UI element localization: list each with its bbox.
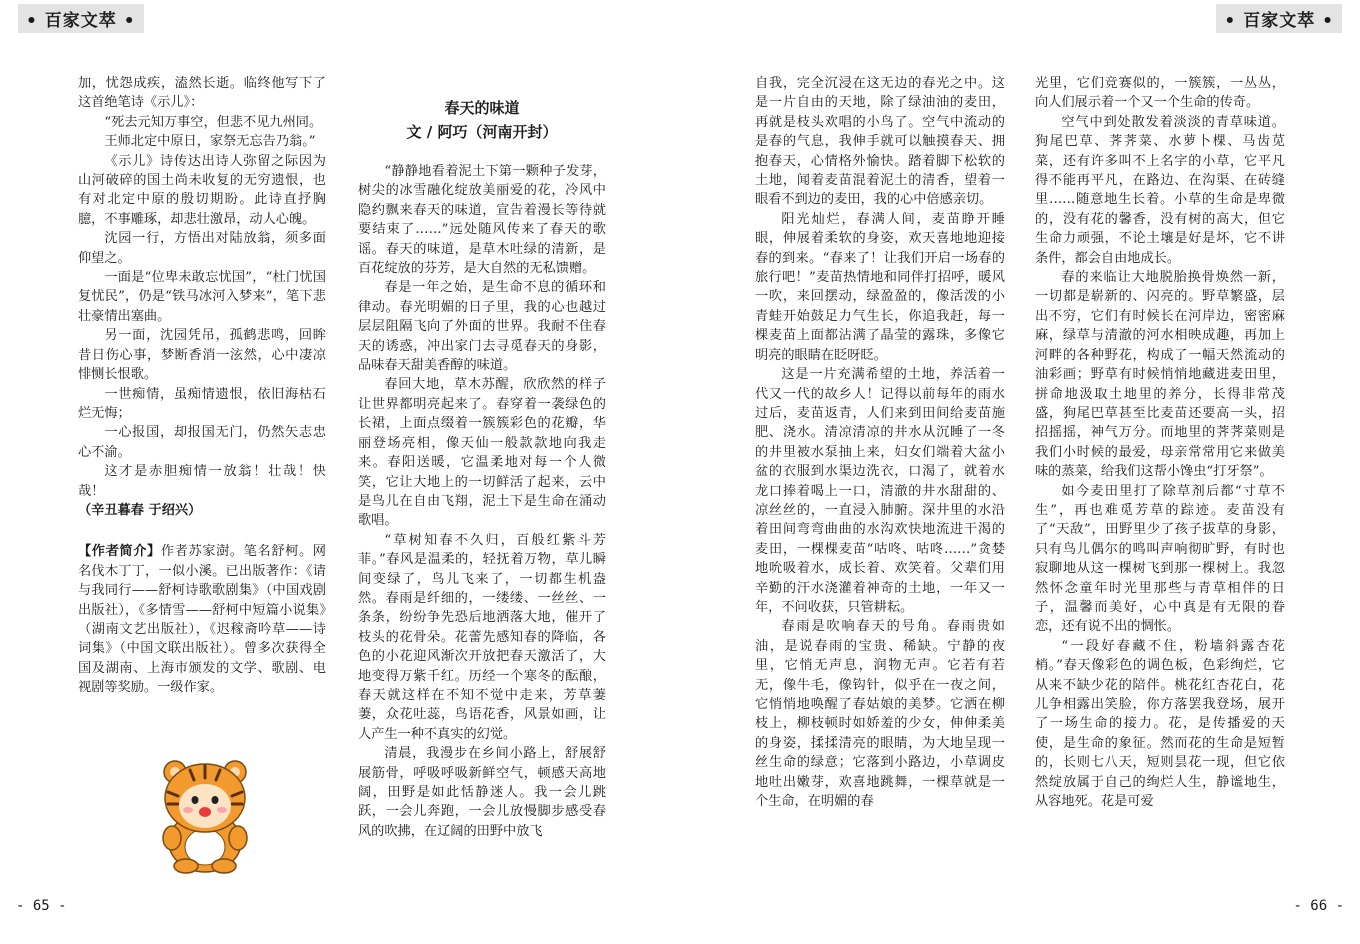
paragraph: 自我，完全沉浸在这无边的春光之中。这是一片自由的天地，除了绿油油的麦田，再就是枝头欢唱的小鸟了。空气中流动的是春的气息，我伸手就可以触摸春天、拥抱春天，心情格外愉快。踏着脚下松软的土地，闻着麦苗混着泥土的清香，望着一眼看不到边的麦田，我的心中倍感亲切。 xyxy=(755,76,1005,208)
paragraph: 《示儿》诗传达出诗人弥留之际因为山河破碎的国土尚未收复的无穷遗恨，也有对北定中原的殷切期盼。此诗直抒胸臆，不事雕琢，却悲壮激昂，动人心魄。 xyxy=(78,153,326,227)
article-author: 文 / 阿巧（河南开封） xyxy=(406,123,558,141)
tiger-mascot-icon xyxy=(150,752,260,874)
signature: （辛丑暮春 于绍兴） xyxy=(78,502,202,518)
article-title: 春天的味道 xyxy=(444,99,520,117)
left-page-column-2 xyxy=(358,162,606,841)
article-heading xyxy=(358,96,606,144)
paragraph: 春雨是吹响春天的号角。春雨贵如油，是说春雨的宝贵、稀缺。宁静的夜里，它悄无声息，润物无声。它若有若无，像牛毛，像钩针，似乎在一夜之间，它悄悄地唤醒了春姑娘的美梦。它洒在柳枝上，柳枝顿时如娇羞的少女，伸伸柔美的身姿，揉揉清亮的眼睛，为大地呈现一丝生命的绿意；它落到小路边，小草调皮地吐出嫩芽，欢喜地跳舞，一棵草就是一个生命，在明媚的春 xyxy=(755,619,1005,810)
left-page-column-1 xyxy=(78,74,326,698)
paragraph: 春回大地，草木苏醒，欣欣然的样子让世界都明亮起来了。春穿着一袭绿色的长裙，上面点缀着一簇簇彩色的花瓣，华丽登场亮相，像天仙一般款款地向我走来。春阳送暖，它温柔地对每一个人微笑，它让大地上的一切鲜活了起来，云中是鸟儿在自由飞翔，泥土下是生命在涌动歌唱。 xyxy=(358,377,606,529)
paragraph: 清晨，我漫步在乡间小路上，舒展舒展筋骨，呼吸呼吸新鲜空气，顿感天高地阔，田野是如此恬静迷人。我一会儿跳跃，一会儿奔跑，一会儿放慢脚步感受春风的吹拂，在辽阔的田野中放飞 xyxy=(358,746,606,839)
author-intro-label: 【作者简介】 xyxy=(78,544,161,560)
paragraph: 如今麦田里打了除草剂后都“寸草不生”，再也难觅芳草的踪迹。麦苗没有了“天敌”，田野里少了孩子拔草的身影，只有鸟儿偶尔的鸣叫声响彻旷野，有时也寂聊地从这一棵树飞到那一棵树上。我忽然怀念童年时光里那些与青草相伴的日子，温馨而美好，心中真是有无限的眷恋，还有说不出的惆怅。 xyxy=(1035,483,1285,635)
paragraph: 加，忧怨成疾，溘然长逝。临终他写下了这首绝笔诗《示儿》： xyxy=(78,76,326,111)
section-label-left: • 百家文萃 • xyxy=(18,4,144,33)
paragraph: 一面是“位卑未敢忘忧国”，“杜门忧国复忧民”，仍是“铁马冰河入梦来”，笔下悲壮豪情出塞曲。 xyxy=(78,270,326,324)
author-intro xyxy=(78,542,326,697)
paragraph: “草树知春不久归，百般红紫斗芳菲。”春风是温柔的，轻抚着万物，草儿瞬间变绿了，鸟儿飞来了，一切都生机盎然。春雨是纤细的，一缕缕、一丝丝、一条条，纷纷争先恐后地洒落大地，催开了枝头的花骨朵。花蕾先感知春的降临，各色的小花迎风渐次开放把春天激活了，大地变得万紫千红。历经一个寒冬的酝酿，春天就这样在不知不觉中走来，芳草萋萋，众花吐蕊，鸟语花香，风景如画，让人产生一种不真实的幻觉。 xyxy=(358,532,606,742)
paragraph: 一世痴情，虽痴情遗恨，依旧海枯石烂无悔； xyxy=(78,386,326,421)
paragraph: 一心报国，却报国无门，仍然矢志忠心不渝。 xyxy=(78,425,326,460)
paragraph: 光里，它们竞赛似的，一簇簇，一丛丛，向人们展示着一个又一个生命的传奇。 xyxy=(1035,76,1285,111)
poem-line: 王师北定中原日，家祭无忘告乃翁。” xyxy=(104,134,316,150)
right-page-column-2 xyxy=(1035,74,1285,811)
paragraph: “一段好春藏不住，粉墙斜露杏花梢。”春天像彩色的调色板，色彩绚烂，它从来不缺少花的陪伴。桃花红杏花白，花儿争相露出笑脸，你方落罢我登场，展开了一场生命的接力。花，是传播爱的天使，是生命的象征。然而花的生命是短暂的，长则七八天，短则昙花一现，但它依然绽放属于自己的绚烂人生，静谧地生，从容地死。花是可爱 xyxy=(1035,638,1285,810)
page-number-right: - 66 - xyxy=(1293,898,1344,914)
paragraph: 春是一年之始，是生命不息的循环和律动。春光明媚的日子里，我的心也越过层层阻隔飞向了外面的世界。我耐不住春天的诱惑，冲出家门去寻觅春天的身影，品味春天甜美香醇的味道。 xyxy=(358,280,606,374)
author-intro-text: 作者苏家澍。笔名舒柯。网名伐木丁丁，一似小溪。已出版著作：《请与我同行——舒柯诗歌歌剧集》（中国戏剧出版社），《多情雪——舒柯中短篇小说集》（湖南文艺出版社），《迟稼斋吟草——诗词集》（中国文联出版社）。曾多次获得全国及湖南、上海市颁发的文学、歌剧、电视剧等奖励。一级作家。 xyxy=(78,544,326,696)
paragraph: 另一面，沈园凭吊，孤鹤悲鸣，回眸昔日伤心事，梦断香消一泫然，心中凄凉悱恻长恨歌。 xyxy=(78,328,326,383)
paragraph: 这是一片充满希望的土地，养活着一代又一代的故乡人！记得以前每年的雨水过后，麦苗返青，人们来到田间给麦苗施肥、浇水。清凉清凉的井水从沉睡了一冬的井里被水泵抽上来，妇女们端着大盆小盆的衣服到水渠边洗衣，口渴了，就着水龙口捧着喝上一口，清澈的井水甜甜的、凉丝丝的，一直浸入肺腑。深井里的水沿着田间弯弯曲曲的水沟欢快地流进干渴的麦田，一棵棵麦苗“咕咚、咕咚……”贪婪地吮吸着水，成长着、欢笑着。父辈们用辛勤的汗水浇灌着神奇的土地，一年又一年，不问收获，只管耕耘。 xyxy=(755,367,1005,615)
page-number-left: - 65 - xyxy=(16,898,67,914)
paragraph: 空气中到处散发着淡淡的青草味道。狗尾巴草、荠荠菜、水萝卜棵、马齿苋菜，还有许多叫不上名字的小草，它平凡得不能再平凡，在路边、在沟渠、在砖缝里……随意地生长着。小草的生命是卑微的，没有花的馨香，没有树的高大，但它生命力顽强，不论土壤是好是坏，它不讲条件，都会自由地成长。 xyxy=(1035,114,1285,266)
section-label-right: • 百家文萃 • xyxy=(1216,4,1342,33)
paragraph: “静静地看着泥土下第一颗种子发芽，树尖的冰雪融化绽放美丽爱的花，冷风中隐约飘来春天的味道，宣告着漫长等待就要结束了……”远处随风传来了春天的歌谣。春天的味道，是草木吐绿的清新，是百花绽放的芬芳，是大自然的无私馈赠。 xyxy=(358,164,606,277)
paragraph: 沈园一行，方悟出对陆放翁，须多面仰望之。 xyxy=(78,231,326,266)
paragraph: 这才是赤胆痴情一放翁！壮哉！快哉！ xyxy=(78,464,326,499)
right-page-column-1 xyxy=(755,74,1005,811)
paragraph: 阳光灿烂，春满人间，麦苗睁开睡眼，伸展着柔软的身姿，欢天喜地地迎接春的到来。“春来了！让我们开启一场春的旅行吧！”麦苗热情地和同伴打招呼，暖风一吹，来回摆动，绿盈盈的，像活泼的小青蛙开始鼓足力气生长，你追我赶，每一棵麦苗上面都沾满了晶莹的露珠，多像它明亮的眼睛在眨呀眨。 xyxy=(755,211,1005,363)
poem-line: “死去元知万事空，但悲不见九州同。 xyxy=(104,114,323,130)
paragraph: 春的来临让大地脱胎换骨焕然一新，一切都是崭新的、闪亮的。野草繁盛，层出不穷，它们有时候长在河岸边，密密麻麻，绿草与清澈的河水相映成趣，再加上河畔的各种野花，构成了一幅天然流动的油彩画；野草有时候悄悄地藏进麦田里，拼命地汲取土地里的养分，长得非常茂盛，狗尾巴草甚至比麦苗还要高一头，招招摇摇，神气万分。而地里的荠荠菜则是我们小时候的最爱，母亲常常用它来做美味的蒸菜，给我们这帮小馋虫“打牙祭”。 xyxy=(1035,270,1285,480)
